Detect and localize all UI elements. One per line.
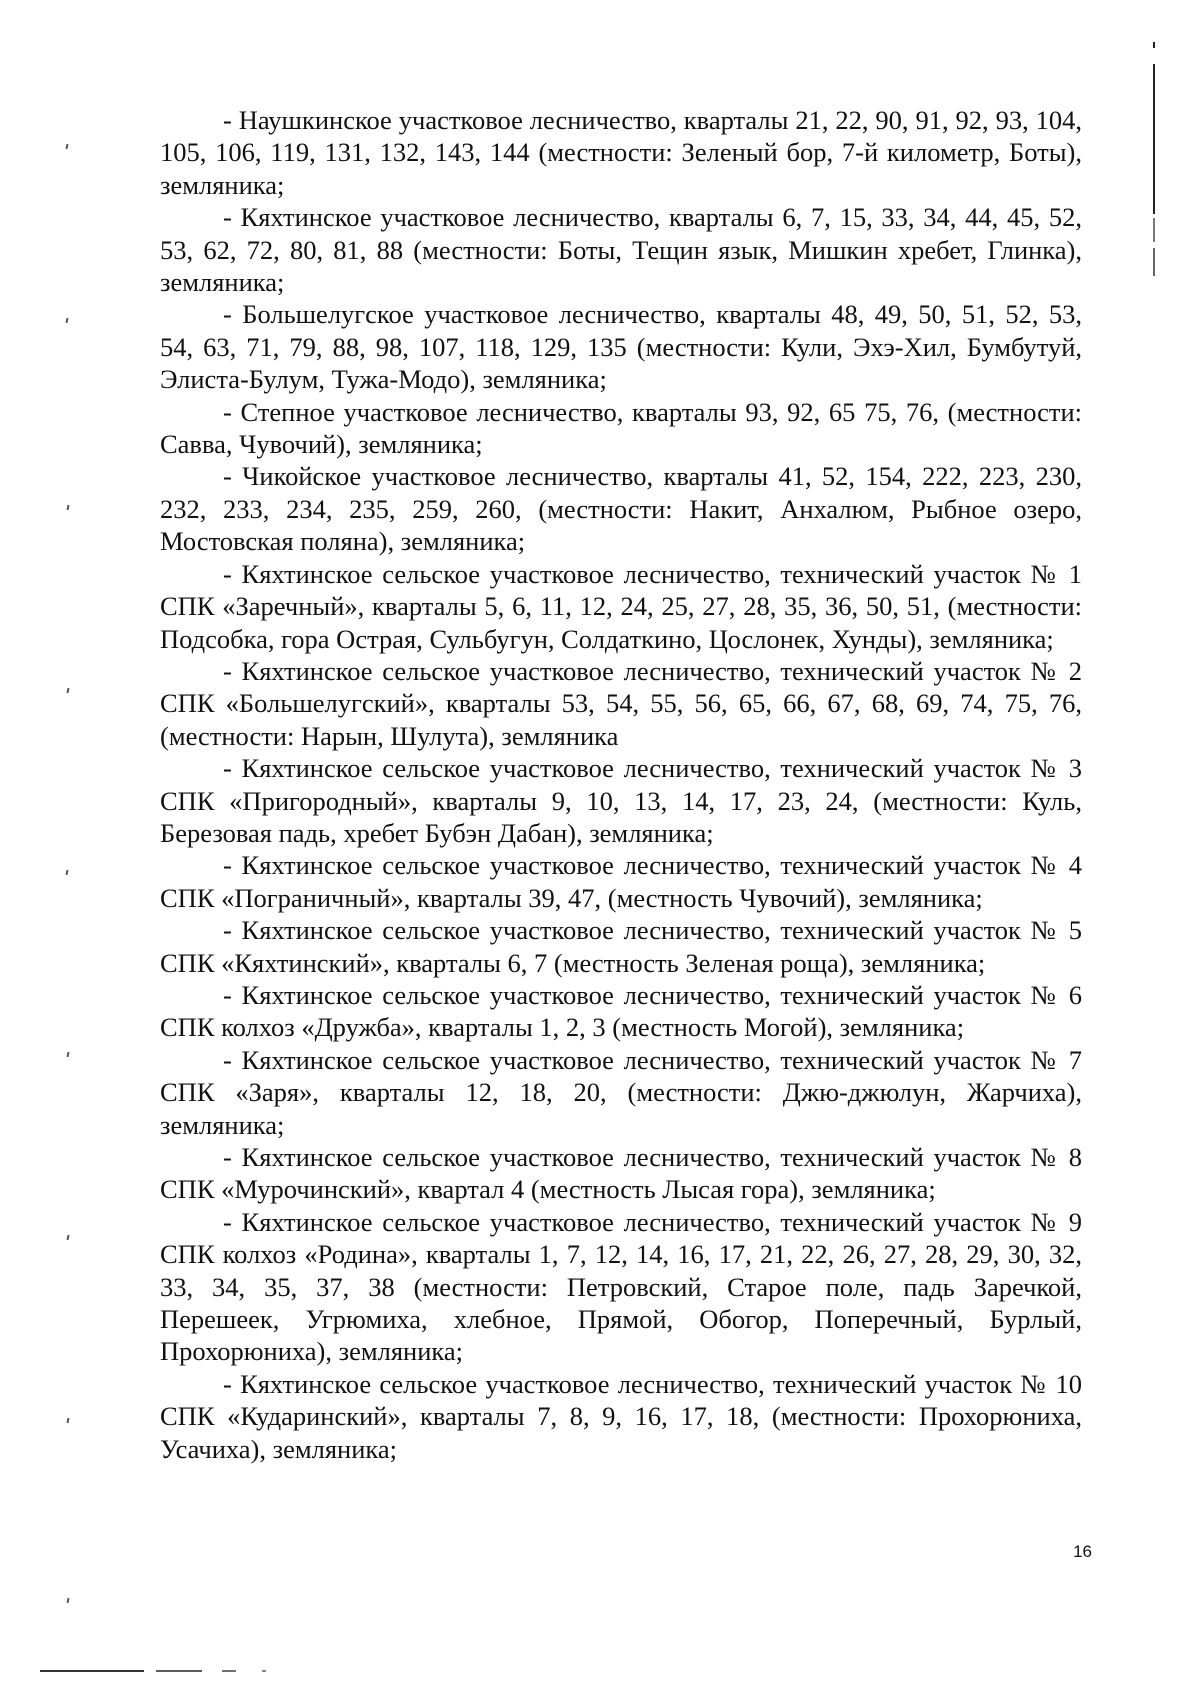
scan-speck [66, 318, 69, 323]
paragraph: - Кяхтинское сельское участковое лесничество, технический участок № 9 СПК колхоз «Родина», кварталы 1, 7, 12, 14, 16, 17, 21, 22, 26, 27, 28, 29, 30, 32, 33, 34, 35, 37, 38 (местности: Петровский, Старое поле, падь Заречкой, Перешеек, Угрюмиха, хлебное, Прямой, Обогор, Поперечный, Бурлый, Прохорюниха), земляника; [160, 1206, 1082, 1367]
paragraph: - Чикойское участковое лесничество, кварталы 41, 52, 154, 222, 223, 230, 232, 233, 234, 235, 259, 260, (местности: Накит, Анхалюм, Рыбное озеро, Мостовская поляна), земляника; [160, 461, 1082, 557]
scan-bottom-line [222, 1670, 236, 1672]
scan-speck [67, 1235, 70, 1240]
paragraph: - Кяхтинское сельское участковое лесничество, технический участок № 1 СПК «Заречный», кварталы 5, 6, 11, 12, 24, 25, 27, 28, 35, 36, 50, 51, (местности: Подсобка, гора Острая, Сульбугун, Солдаткино, Цослонек, Хунды), земляника; [160, 558, 1082, 654]
paragraph: - Кяхтинское сельское участковое лесничество, технический участок № 5 СПК «Кяхтинский», кварталы 6, 7 (местность Зеленая роща), земляника; [160, 915, 1082, 978]
scan-speck [67, 1052, 70, 1057]
scan-speck [67, 1598, 70, 1603]
scan-speck [67, 505, 70, 510]
paragraph: - Кяхтинское сельское участковое лесничество, технический участок № 10 СПК «Кударинский», кварталы 7, 8, 9, 16, 17, 18, (местности: Прохорюниха, Усачиха), земляника; [160, 1368, 1082, 1464]
paragraph: - Кяхтинское сельское участковое лесничество, технический участок № 2 СПК «Большелугский», кварталы 53, 54, 55, 56, 65, 66, 67, 68, 69, 74, 75, 76, (местности: Нарын, Шулута), земляника [160, 655, 1082, 751]
paragraph: - Наушкинское участковое лесничество, кварталы 21, 22, 90, 91, 92, 93, 104, 105, 106, 119, 131, 132, 143, 144 (местности: Зеленый бор, 7-й километр, Боты), земляника; [160, 105, 1082, 200]
paragraph: - Большелугское участковое лесничество, кварталы 48, 49, 50, 51, 52, 53, 54, 63, 71, 79, 88, 98, 107, 118, 129, 135 (местности: Кули, Эхэ-Хил, Бумбутуй, Элиста-Булум, Тужа-Модо), земляника; [160, 299, 1082, 395]
paragraph: - Кяхтинское сельское участковое лесничество, технический участок № 7 СПК «Заря», кварталы 12, 18, 20, (местности: Джю-джюлун, Жарчиха), земляника; [160, 1044, 1082, 1140]
scan-speck [66, 144, 69, 149]
scan-bottom-line [156, 1670, 202, 1672]
scan-edge-line [1153, 248, 1155, 276]
scan-speck [67, 1418, 70, 1423]
scan-edge-line [1153, 42, 1155, 48]
scan-edge-line [1153, 218, 1155, 242]
document-body [160, 104, 1082, 1465]
paragraph: - Кяхтинское сельское участковое лесничество, технический участок № 8 СПК «Мурочинский», квартал 4 (местность Лысая гора), земляника; [160, 1142, 1082, 1205]
page-number: 16 [1073, 1542, 1092, 1561]
scan-speck [67, 688, 70, 693]
paragraph: - Степное участковое лесничество, кварталы 93, 92, 65 75, 76, (местности: Савва, Чувочий), земляника; [160, 396, 1082, 460]
paragraph: - Кяхтинское участковое лесничество, кварталы 6, 7, 15, 33, 34, 44, 45, 52, 53, 62, 72, 80, 81, 88 (местности: Боты, Тещин язык, Мишкин хребет, Глинка), земляника; [160, 202, 1082, 298]
paragraph: - Кяхтинское сельское участковое лесничество, технический участок № 4 СПК «Пограничный», кварталы 39, 47, (местность Чувочий), земляника; [160, 850, 1082, 913]
scan-edge-line [1153, 64, 1155, 214]
paragraph: - Кяхтинское сельское участковое лесничество, технический участок № 3 СПК «Пригородный», кварталы 9, 10, 13, 14, 17, 23, 24, (местности: Куль, Березовая падь, хребет Бубэн Дабан), земляника; [160, 753, 1082, 848]
scan-bottom-line [40, 1670, 144, 1672]
scan-speck [66, 870, 69, 875]
scan-bottom-line [262, 1670, 266, 1672]
paragraph: - Кяхтинское сельское участковое лесничество, технический участок № 6 СПК колхоз «Дружба», кварталы 1, 2, 3 (местность Могой), земляника; [160, 979, 1082, 1043]
